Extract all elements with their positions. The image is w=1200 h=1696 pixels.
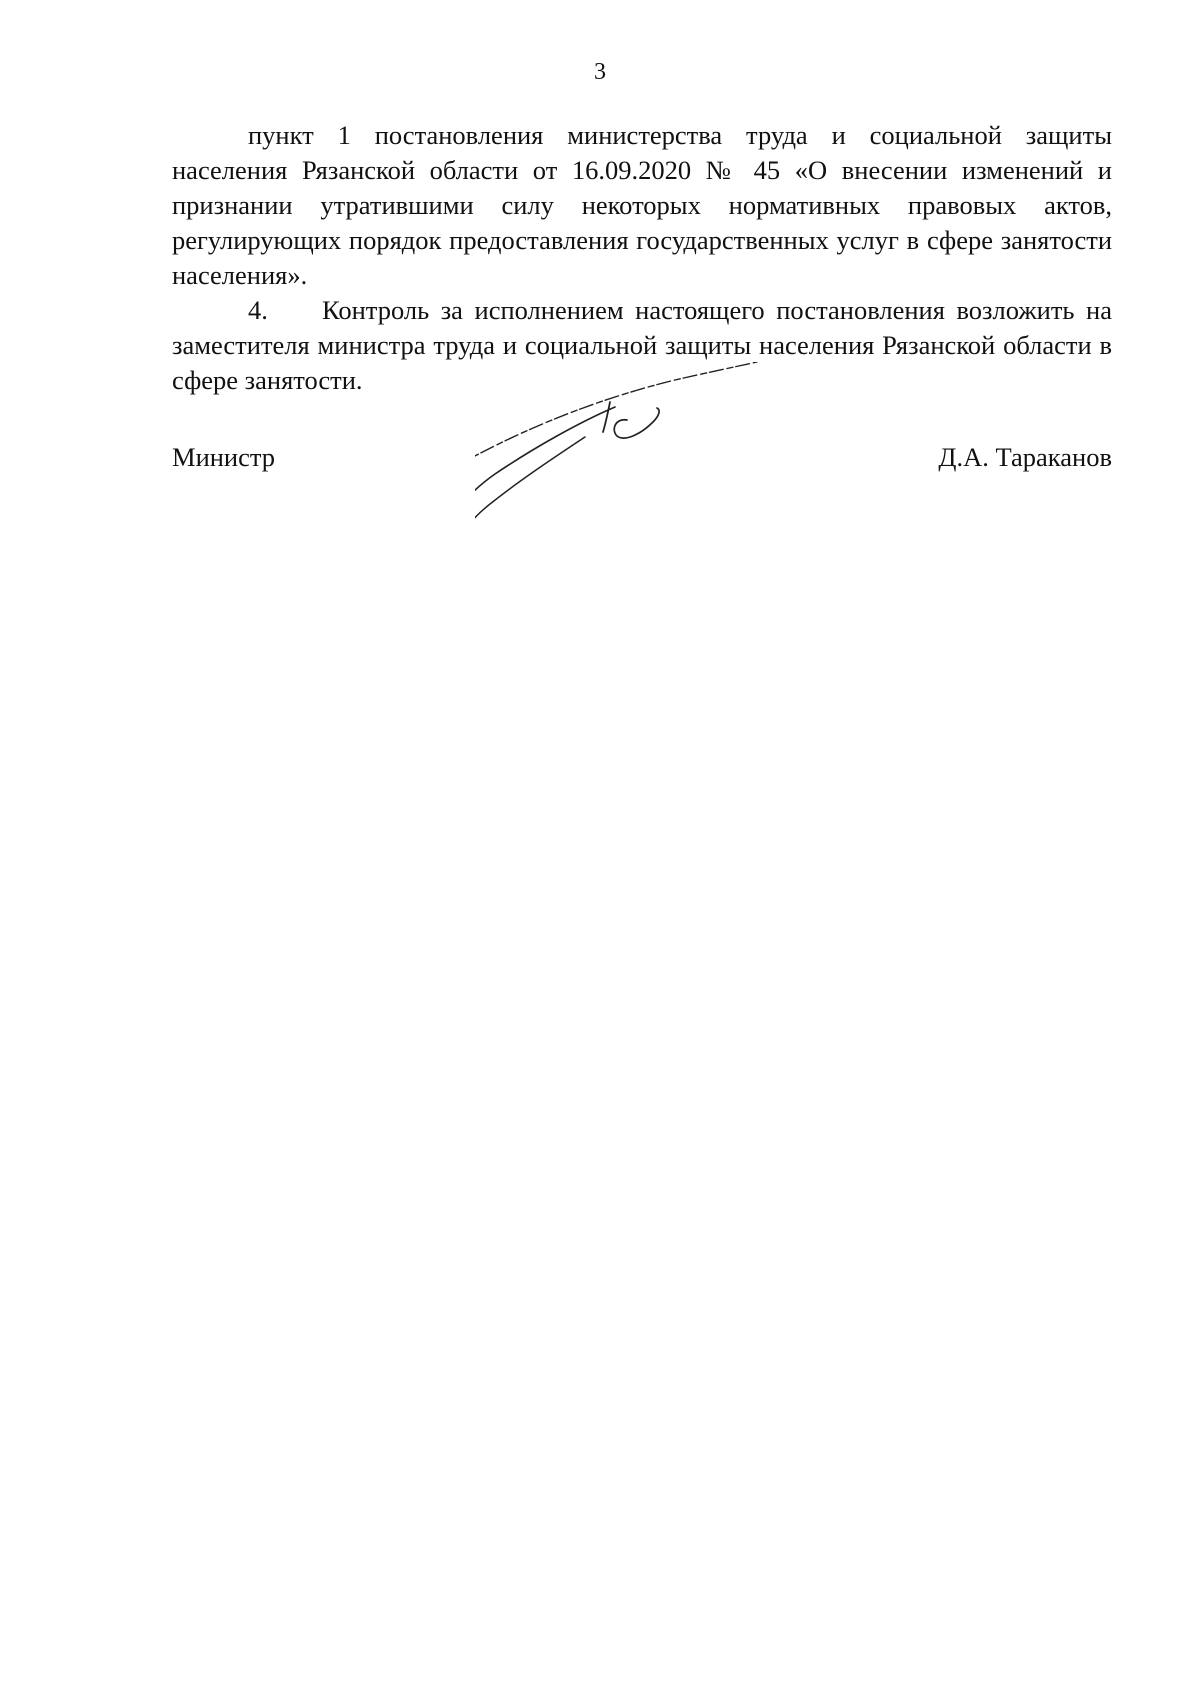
paragraph-number: 4.: [248, 295, 268, 325]
signature-block: [172, 440, 1112, 480]
page-number: 3: [594, 59, 606, 85]
signatory-title: Министр: [172, 442, 276, 472]
paragraph-continuation: пункт 1 постановления министерства труда и социальной защиты населения Рязанской области от 16.09.2020 № 45 «О внесении изменений и признании утратившими силу некоторых нормативных правовых актов, регулирующих порядок предоставления государственных услуг в сфере занятости населения».: [172, 120, 1112, 290]
document-body: [172, 118, 1112, 398]
signature-stroke: [603, 402, 610, 432]
signature-stroke: [614, 408, 659, 438]
paragraph-text: Контроль за исполнением настоящего постановления возложить на заместителя министра труда и социальной защиты населения Рязанской области в сфере занятости.: [172, 295, 1112, 395]
signatory-name: Д.А. Тараканов: [938, 442, 1112, 472]
